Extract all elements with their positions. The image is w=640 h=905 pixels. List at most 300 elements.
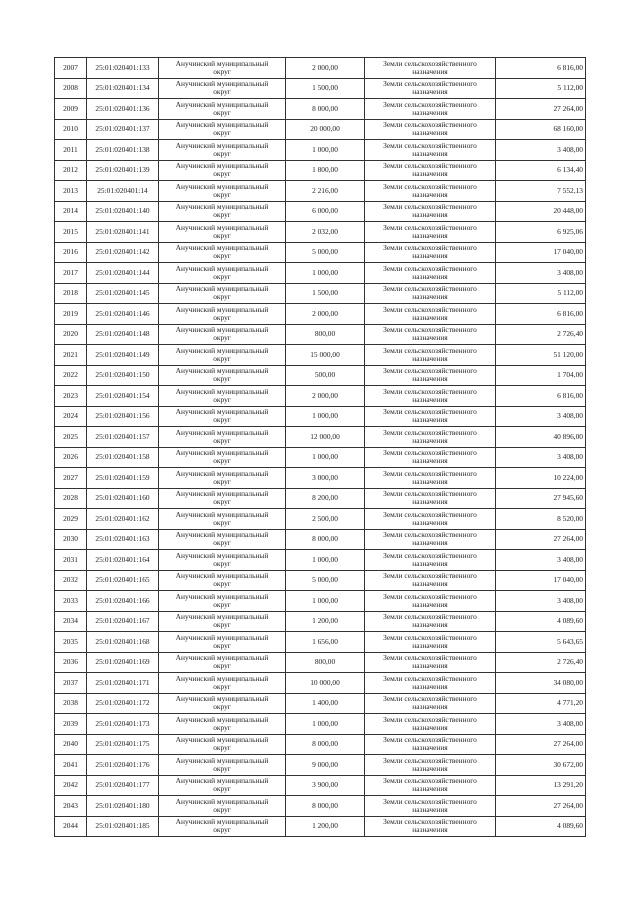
area-cell: 10 000,00 bbox=[286, 673, 365, 694]
district-cell bbox=[159, 652, 286, 673]
category-line-2: назначения bbox=[412, 599, 448, 609]
table-row bbox=[55, 816, 586, 837]
district-line-1: Анучинский муниципальный bbox=[175, 755, 269, 765]
row-number-cell: 2009 bbox=[55, 99, 87, 120]
district-line-1: Анучинский муниципальный bbox=[175, 386, 269, 396]
table-row bbox=[55, 468, 586, 489]
district-cell bbox=[159, 734, 286, 755]
district-line-2: округ bbox=[213, 743, 231, 753]
table-row bbox=[55, 570, 586, 591]
land-category-cell bbox=[365, 427, 496, 448]
district-line-1: Анучинский муниципальный bbox=[175, 714, 269, 724]
cadastral-number-cell: 25:01:020401:173 bbox=[87, 714, 159, 735]
cadastral-number-cell: 25:01:020401:162 bbox=[87, 509, 159, 530]
area-cell: 2 500,00 bbox=[286, 509, 365, 530]
land-category-cell bbox=[365, 140, 496, 161]
amount-cell: 27 264,00 bbox=[496, 99, 586, 120]
amount-cell: 4 771,20 bbox=[496, 693, 586, 714]
district-line-1: Анучинский муниципальный bbox=[175, 489, 269, 499]
category-line-1: Земли сельскохозяйственного bbox=[383, 468, 477, 478]
table-row bbox=[55, 447, 586, 468]
district-line-2: округ bbox=[213, 702, 231, 712]
amount-cell: 27 264,00 bbox=[496, 796, 586, 817]
district-cell bbox=[159, 591, 286, 612]
cadastral-number-cell: 25:01:020401:171 bbox=[87, 673, 159, 694]
land-category-cell bbox=[365, 58, 496, 79]
row-number-cell: 2042 bbox=[55, 775, 87, 796]
category-line-1: Земли сельскохозяйственного bbox=[383, 591, 477, 601]
district-line-1: Анучинский муниципальный bbox=[175, 407, 269, 417]
area-cell: 20 000,00 bbox=[286, 119, 365, 140]
land-category-cell bbox=[365, 693, 496, 714]
area-cell: 1 656,00 bbox=[286, 632, 365, 653]
category-line-2: назначения bbox=[412, 374, 448, 384]
cadastral-number-cell: 25:01:020401:165 bbox=[87, 570, 159, 591]
district-line-2: округ bbox=[213, 66, 231, 76]
table-row bbox=[55, 406, 586, 427]
cadastral-number-cell: 25:01:020401:141 bbox=[87, 222, 159, 243]
row-number-cell: 2014 bbox=[55, 201, 87, 222]
amount-cell: 30 672,00 bbox=[496, 755, 586, 776]
category-line-1: Земли сельскохозяйственного bbox=[383, 735, 477, 745]
district-line-1: Анучинский муниципальный bbox=[175, 58, 269, 68]
category-line-1: Земли сельскохозяйственного bbox=[383, 140, 477, 150]
table-row bbox=[55, 796, 586, 817]
land-category-cell bbox=[365, 201, 496, 222]
category-line-1: Земли сельскохозяйственного bbox=[383, 120, 477, 130]
category-line-1: Земли сельскохозяйственного bbox=[383, 550, 477, 560]
district-line-2: округ bbox=[213, 661, 231, 671]
category-line-1: Земли сельскохозяйственного bbox=[383, 755, 477, 765]
amount-cell: 3 408,00 bbox=[496, 550, 586, 571]
table-row bbox=[55, 160, 586, 181]
table-row bbox=[55, 263, 586, 284]
cadastral-number-cell: 25:01:020401:149 bbox=[87, 345, 159, 366]
land-category-cell bbox=[365, 406, 496, 427]
district-cell bbox=[159, 365, 286, 386]
category-line-1: Земли сельскохозяйственного bbox=[383, 427, 477, 437]
row-number-cell: 2040 bbox=[55, 734, 87, 755]
category-line-2: назначения bbox=[412, 312, 448, 322]
district-line-1: Анучинский муниципальный bbox=[175, 263, 269, 273]
cadastral-number-cell: 25:01:020401:159 bbox=[87, 468, 159, 489]
district-line-1: Анучинский муниципальный bbox=[175, 99, 269, 109]
table-row bbox=[55, 509, 586, 530]
area-cell: 500,00 bbox=[286, 365, 365, 386]
district-line-2: округ bbox=[213, 722, 231, 732]
category-line-2: назначения bbox=[412, 333, 448, 343]
area-cell: 2 216,00 bbox=[286, 181, 365, 202]
district-line-2: округ bbox=[213, 87, 231, 97]
row-number-cell: 2023 bbox=[55, 386, 87, 407]
district-line-2: округ bbox=[213, 394, 231, 404]
table-row bbox=[55, 181, 586, 202]
row-number-cell: 2041 bbox=[55, 755, 87, 776]
district-cell bbox=[159, 570, 286, 591]
table-row bbox=[55, 591, 586, 612]
district-line-2: округ bbox=[213, 476, 231, 486]
category-line-2: назначения bbox=[412, 804, 448, 814]
district-cell bbox=[159, 673, 286, 694]
row-number-cell: 2019 bbox=[55, 304, 87, 325]
category-line-1: Земли сельскохозяйственного bbox=[383, 776, 477, 786]
district-line-1: Анучинский муниципальный bbox=[175, 571, 269, 581]
district-cell bbox=[159, 283, 286, 304]
category-line-2: назначения bbox=[412, 497, 448, 507]
amount-cell: 17 040,00 bbox=[496, 570, 586, 591]
district-line-2: округ bbox=[213, 784, 231, 794]
category-line-1: Земли сельскохозяйственного bbox=[383, 571, 477, 581]
land-category-cell bbox=[365, 386, 496, 407]
cadastral-number-cell: 25:01:020401:177 bbox=[87, 775, 159, 796]
district-line-2: округ bbox=[213, 456, 231, 466]
land-category-cell bbox=[365, 652, 496, 673]
district-cell bbox=[159, 427, 286, 448]
area-cell: 8 200,00 bbox=[286, 488, 365, 509]
category-line-1: Земли сельскохозяйственного bbox=[383, 489, 477, 499]
district-line-1: Анучинский муниципальный bbox=[175, 345, 269, 355]
category-line-1: Земли сельскохозяйственного bbox=[383, 366, 477, 376]
table-row bbox=[55, 673, 586, 694]
category-line-2: назначения bbox=[412, 702, 448, 712]
district-line-1: Анучинский муниципальный bbox=[175, 366, 269, 376]
category-line-2: назначения bbox=[412, 763, 448, 773]
land-category-cell bbox=[365, 181, 496, 202]
table-row bbox=[55, 632, 586, 653]
table-row bbox=[55, 734, 586, 755]
area-cell: 1 000,00 bbox=[286, 591, 365, 612]
cadastral-number-cell: 25:01:020401:154 bbox=[87, 386, 159, 407]
category-line-1: Земли сельскохозяйственного bbox=[383, 284, 477, 294]
row-number-cell: 2043 bbox=[55, 796, 87, 817]
category-line-2: назначения bbox=[412, 169, 448, 179]
category-line-2: назначения bbox=[412, 517, 448, 527]
row-number-cell: 2021 bbox=[55, 345, 87, 366]
cadastral-number-cell: 25:01:020401:156 bbox=[87, 406, 159, 427]
category-line-1: Земли сельскохозяйственного bbox=[383, 653, 477, 663]
category-line-2: назначения bbox=[412, 292, 448, 302]
amount-cell: 68 160,00 bbox=[496, 119, 586, 140]
area-cell: 12 000,00 bbox=[286, 427, 365, 448]
cadastral-number-cell: 25:01:020401:164 bbox=[87, 550, 159, 571]
district-line-1: Анучинский муниципальный bbox=[175, 222, 269, 232]
district-line-2: округ bbox=[213, 599, 231, 609]
table-row bbox=[55, 714, 586, 735]
area-cell: 1 500,00 bbox=[286, 283, 365, 304]
district-cell bbox=[159, 406, 286, 427]
cadastral-number-cell: 25:01:020401:169 bbox=[87, 652, 159, 673]
area-cell: 2 000,00 bbox=[286, 304, 365, 325]
district-line-2: округ bbox=[213, 189, 231, 199]
amount-cell: 4 089,60 bbox=[496, 816, 586, 837]
category-line-1: Земли сельскохозяйственного bbox=[383, 448, 477, 458]
category-line-2: назначения bbox=[412, 189, 448, 199]
area-cell: 9 000,00 bbox=[286, 755, 365, 776]
category-line-1: Земли сельскохозяйственного bbox=[383, 263, 477, 273]
land-category-cell bbox=[365, 99, 496, 120]
category-line-2: назначения bbox=[412, 230, 448, 240]
table-row bbox=[55, 427, 586, 448]
table-row bbox=[55, 488, 586, 509]
district-line-2: округ bbox=[213, 640, 231, 650]
land-category-cell bbox=[365, 160, 496, 181]
amount-cell: 3 408,00 bbox=[496, 714, 586, 735]
category-line-2: назначения bbox=[412, 87, 448, 97]
amount-cell: 2 726,40 bbox=[496, 324, 586, 345]
category-line-1: Земли сельскохозяйственного bbox=[383, 181, 477, 191]
land-category-cell bbox=[365, 755, 496, 776]
district-line-2: округ bbox=[213, 374, 231, 384]
land-category-cell bbox=[365, 324, 496, 345]
category-line-1: Земли сельскохозяйственного bbox=[383, 325, 477, 335]
category-line-2: назначения bbox=[412, 251, 448, 261]
land-category-cell bbox=[365, 796, 496, 817]
row-number-cell: 2011 bbox=[55, 140, 87, 161]
table-row bbox=[55, 693, 586, 714]
amount-cell: 6 816,00 bbox=[496, 386, 586, 407]
area-cell: 2 000,00 bbox=[286, 58, 365, 79]
area-cell: 8 000,00 bbox=[286, 99, 365, 120]
table-row bbox=[55, 201, 586, 222]
category-line-1: Земли сельскохозяйственного bbox=[383, 386, 477, 396]
land-plots-table bbox=[54, 57, 586, 837]
row-number-cell: 2032 bbox=[55, 570, 87, 591]
category-line-1: Земли сельскохозяйственного bbox=[383, 243, 477, 253]
row-number-cell: 2026 bbox=[55, 447, 87, 468]
row-number-cell: 2010 bbox=[55, 119, 87, 140]
table-row bbox=[55, 222, 586, 243]
land-category-cell bbox=[365, 673, 496, 694]
district-line-1: Анучинский муниципальный bbox=[175, 612, 269, 622]
area-cell: 3 000,00 bbox=[286, 468, 365, 489]
district-cell bbox=[159, 345, 286, 366]
district-line-1: Анучинский муниципальный bbox=[175, 776, 269, 786]
cadastral-number-cell: 25:01:020401:145 bbox=[87, 283, 159, 304]
amount-cell: 6 925,06 bbox=[496, 222, 586, 243]
category-line-1: Земли сельскохозяйственного bbox=[383, 714, 477, 724]
amount-cell: 27 264,00 bbox=[496, 734, 586, 755]
district-line-1: Анучинский муниципальный bbox=[175, 120, 269, 130]
category-line-2: назначения bbox=[412, 456, 448, 466]
district-line-2: округ bbox=[213, 804, 231, 814]
district-line-1: Анучинский муниципальный bbox=[175, 304, 269, 314]
district-cell bbox=[159, 447, 286, 468]
area-cell: 3 900,00 bbox=[286, 775, 365, 796]
area-cell: 1 400,00 bbox=[286, 693, 365, 714]
land-category-cell bbox=[365, 570, 496, 591]
district-cell bbox=[159, 611, 286, 632]
amount-cell: 3 408,00 bbox=[496, 447, 586, 468]
land-category-cell bbox=[365, 78, 496, 99]
district-line-2: округ bbox=[213, 517, 231, 527]
row-number-cell: 2037 bbox=[55, 673, 87, 694]
district-line-1: Анучинский муниципальный bbox=[175, 243, 269, 253]
area-cell: 1 800,00 bbox=[286, 160, 365, 181]
district-cell bbox=[159, 509, 286, 530]
amount-cell: 20 448,00 bbox=[496, 201, 586, 222]
land-category-cell bbox=[365, 591, 496, 612]
district-cell bbox=[159, 632, 286, 653]
amount-cell: 27 945,60 bbox=[496, 488, 586, 509]
category-line-2: назначения bbox=[412, 722, 448, 732]
row-number-cell: 2025 bbox=[55, 427, 87, 448]
category-line-1: Земли сельскохозяйственного bbox=[383, 304, 477, 314]
category-line-1: Земли сельскохозяйственного bbox=[383, 161, 477, 171]
area-cell: 1 000,00 bbox=[286, 406, 365, 427]
district-cell bbox=[159, 468, 286, 489]
area-cell: 1 000,00 bbox=[286, 140, 365, 161]
district-line-2: округ bbox=[213, 271, 231, 281]
district-cell bbox=[159, 775, 286, 796]
category-line-2: назначения bbox=[412, 394, 448, 404]
category-line-2: назначения bbox=[412, 476, 448, 486]
area-cell: 1 000,00 bbox=[286, 263, 365, 284]
row-number-cell: 2008 bbox=[55, 78, 87, 99]
district-line-1: Анучинский муниципальный bbox=[175, 796, 269, 806]
table-row bbox=[55, 386, 586, 407]
district-cell bbox=[159, 324, 286, 345]
category-line-2: назначения bbox=[412, 681, 448, 691]
amount-cell: 5 112,00 bbox=[496, 78, 586, 99]
category-line-2: назначения bbox=[412, 538, 448, 548]
table-row bbox=[55, 345, 586, 366]
district-line-1: Анучинский муниципальный bbox=[175, 653, 269, 663]
district-line-2: округ bbox=[213, 210, 231, 220]
row-number-cell: 2027 bbox=[55, 468, 87, 489]
district-line-2: округ bbox=[213, 251, 231, 261]
district-cell bbox=[159, 816, 286, 837]
cadastral-number-cell: 25:01:020401:172 bbox=[87, 693, 159, 714]
category-line-1: Земли сельскохозяйственного bbox=[383, 99, 477, 109]
category-line-2: назначения bbox=[412, 825, 448, 835]
district-cell bbox=[159, 181, 286, 202]
category-line-1: Земли сельскохозяйственного bbox=[383, 345, 477, 355]
district-line-2: округ bbox=[213, 558, 231, 568]
district-line-1: Анучинский муниципальный bbox=[175, 530, 269, 540]
amount-cell: 40 896,00 bbox=[496, 427, 586, 448]
category-line-2: назначения bbox=[412, 620, 448, 630]
row-number-cell: 2013 bbox=[55, 181, 87, 202]
area-cell: 2 032,00 bbox=[286, 222, 365, 243]
district-cell bbox=[159, 550, 286, 571]
cadastral-number-cell: 25:01:020401:158 bbox=[87, 447, 159, 468]
table-row bbox=[55, 58, 586, 79]
area-cell: 8 000,00 bbox=[286, 796, 365, 817]
cadastral-number-cell: 25:01:020401:163 bbox=[87, 529, 159, 550]
table-row bbox=[55, 304, 586, 325]
area-cell: 1 200,00 bbox=[286, 611, 365, 632]
amount-cell: 34 080,00 bbox=[496, 673, 586, 694]
district-line-1: Анучинский муниципальный bbox=[175, 79, 269, 89]
area-cell: 1 000,00 bbox=[286, 447, 365, 468]
cadastral-number-cell: 25:01:020401:180 bbox=[87, 796, 159, 817]
amount-cell: 27 264,00 bbox=[496, 529, 586, 550]
category-line-2: назначения bbox=[412, 66, 448, 76]
table-body bbox=[55, 58, 586, 837]
land-category-cell bbox=[365, 550, 496, 571]
row-number-cell: 2028 bbox=[55, 488, 87, 509]
table-row bbox=[55, 140, 586, 161]
area-cell: 1 200,00 bbox=[286, 816, 365, 837]
area-cell: 5 000,00 bbox=[286, 242, 365, 263]
category-line-2: назначения bbox=[412, 271, 448, 281]
district-line-1: Анучинский муниципальный bbox=[175, 448, 269, 458]
district-cell bbox=[159, 386, 286, 407]
area-cell: 2 000,00 bbox=[286, 386, 365, 407]
district-line-2: округ bbox=[213, 169, 231, 179]
district-cell bbox=[159, 242, 286, 263]
category-line-2: назначения bbox=[412, 210, 448, 220]
category-line-2: назначения bbox=[412, 353, 448, 363]
row-number-cell: 2017 bbox=[55, 263, 87, 284]
category-line-2: назначения bbox=[412, 415, 448, 425]
land-category-cell bbox=[365, 263, 496, 284]
district-line-2: округ bbox=[213, 107, 231, 117]
cadastral-number-cell: 25:01:020401:175 bbox=[87, 734, 159, 755]
category-line-1: Земли сельскохозяйственного bbox=[383, 796, 477, 806]
row-number-cell: 2035 bbox=[55, 632, 87, 653]
district-cell bbox=[159, 488, 286, 509]
category-line-2: назначения bbox=[412, 558, 448, 568]
row-number-cell: 2007 bbox=[55, 58, 87, 79]
area-cell: 1 500,00 bbox=[286, 78, 365, 99]
district-line-1: Анучинский муниципальный bbox=[175, 284, 269, 294]
row-number-cell: 2024 bbox=[55, 406, 87, 427]
cadastral-number-cell: 25:01:020401:136 bbox=[87, 99, 159, 120]
category-line-1: Земли сельскохозяйственного bbox=[383, 817, 477, 827]
row-number-cell: 2039 bbox=[55, 714, 87, 735]
cadastral-number-cell: 25:01:020401:157 bbox=[87, 427, 159, 448]
district-line-2: округ bbox=[213, 825, 231, 835]
district-line-1: Анучинский муниципальный bbox=[175, 427, 269, 437]
district-line-1: Анучинский муниципальный bbox=[175, 161, 269, 171]
row-number-cell: 2029 bbox=[55, 509, 87, 530]
table-row bbox=[55, 78, 586, 99]
cadastral-number-cell: 25:01:020401:167 bbox=[87, 611, 159, 632]
table-row bbox=[55, 242, 586, 263]
category-line-2: назначения bbox=[412, 640, 448, 650]
cadastral-number-cell: 25:01:020401:185 bbox=[87, 816, 159, 837]
cadastral-number-cell: 25:01:020401:150 bbox=[87, 365, 159, 386]
district-cell bbox=[159, 160, 286, 181]
district-line-1: Анучинский муниципальный bbox=[175, 673, 269, 683]
land-category-cell bbox=[365, 345, 496, 366]
district-line-1: Анучинский муниципальный bbox=[175, 468, 269, 478]
cadastral-number-cell: 25:01:020401:137 bbox=[87, 119, 159, 140]
amount-cell: 51 120,00 bbox=[496, 345, 586, 366]
table-row bbox=[55, 283, 586, 304]
land-category-cell bbox=[365, 509, 496, 530]
area-cell: 8 000,00 bbox=[286, 529, 365, 550]
category-line-1: Земли сельскохозяйственного bbox=[383, 612, 477, 622]
category-line-2: назначения bbox=[412, 661, 448, 671]
district-line-2: округ bbox=[213, 538, 231, 548]
district-cell bbox=[159, 304, 286, 325]
row-number-cell: 2020 bbox=[55, 324, 87, 345]
cadastral-number-cell: 25:01:020401:142 bbox=[87, 242, 159, 263]
district-cell bbox=[159, 78, 286, 99]
category-line-2: назначения bbox=[412, 784, 448, 794]
land-category-cell bbox=[365, 529, 496, 550]
row-number-cell: 2034 bbox=[55, 611, 87, 632]
district-cell bbox=[159, 222, 286, 243]
cadastral-number-cell: 25:01:020401:133 bbox=[87, 58, 159, 79]
category-line-2: назначения bbox=[412, 128, 448, 138]
district-line-1: Анучинский муниципальный bbox=[175, 202, 269, 212]
district-cell bbox=[159, 693, 286, 714]
table-row bbox=[55, 611, 586, 632]
district-line-1: Анучинский муниципальный bbox=[175, 509, 269, 519]
